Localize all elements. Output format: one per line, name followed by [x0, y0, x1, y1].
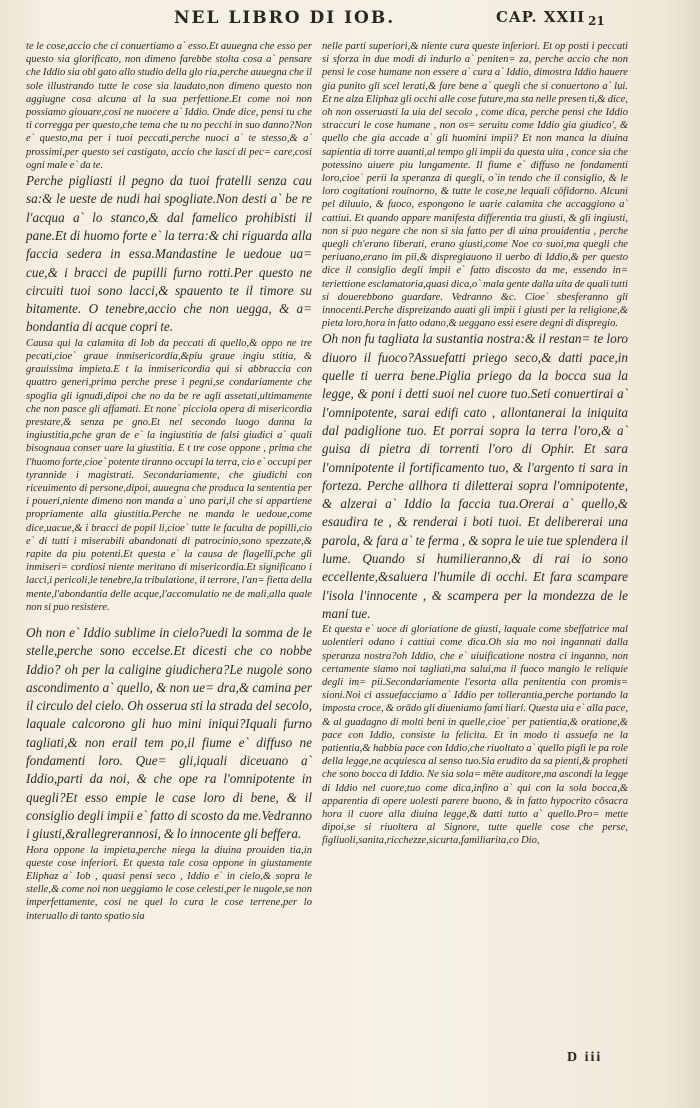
commentary-paragraph: Et questa e` uoce di gloriatione de giusti, laquale come sbeffatrice mal uolentieri odano i cattiui come dica.Oh sia mo noi ingannati dalla speranza nostra?oh Iddio, che e` uiuificatione nostra ci inganno, non certamente siamo noi tagliati,ma salui,ma il fuoco mangio le reliquie degli im= pii.Secondariamente l'esorta alla penitentia con promis= sioni.Noi ci assuefacciamo a` Iddio per tollerantia,perche portando la imposta croce, & orādo gli diueniamo fami liari. Questa uia e` alla pace, & al guadagno di molti beni in quelle,cioe` per patientia,& oratione,& pace con Iddio, consiste la felicita. Et in modo ti assuefa ne la patientia,& habbia pace con Iddio,che riuoltato a` quello pigli le pa role della legge,ne acquiesca al senso tuo.Sia erudito da sa pienti,& propheti che sono bocca di Iddio. Ne sia sola= mēte auditore,ma ascondi la legge di Iddio nel cuore,tuo come dica,infino a` qui con la sola bocca,& apparentia di opere uolesti parere buono, & in fatto hypocrito cōsacra hora il cuore alla diuina legge,& datti tutto a` quello.Pro= mette dipoi,se si riuoltera al Signore, tutte quelle cose che perse, figliuoli,sanita,ricchezze,sicurta,familiarita,co Dio, [322, 624, 628, 847]
scripture-paragraph: Oh non e` Iddio sublime in cielo?uedi la somma de le stelle,perche sono eccelse.Et dicesti che co nobbe Iddio? oh per la caligine giudichera?Le nugole sono ascondimento a` quello, & non ue= dra,& camina per il circulo del cielo. Oh osserua sti la strada del secolo, laquale calcorono gli huo mini iniqui?Iquali furno tagliati,& non erail tem po,il fiume e` diffuso ne fondamenti loro. Que= gli,iquali diceuano a` Iddio,parti da noi, & che ope ra l'omnipotente in quegli?Et esso empie le case loro di bene, & il consiglio degli impii e` fatto di scosto da me.Vedranno i giusti,&rallegrerannosi, & lo innocente gli beffera. [26, 624, 312, 842]
signature-mark: D iii [567, 1050, 603, 1065]
folio-number: 21 [588, 14, 605, 28]
right-column [322, 40, 628, 848]
commentary-paragraph: Causa qui la calamita di Iob da peccati di quello,& oppo ne tre pecati,cioe` graue inmisericordia,&piu graue ingiu stitia, & grauissima impieta.E t la inmisericordia qui si abbraccia con quattro generi,prima perche prese i pegni,se condariamente che spoglia gli ignudi,dipoi che no da be re agli assetati,ultimamente che non pasce gli affamati. Et none` picciola opera di misericordia prestare,& senza pe gno.Et nel secondo luogo danna la ingiustitia,pche gran de e` la ingiustitia de falsi giudici a` quali bisognaua conser uare la giustitia. E t tre cose oppone , prima che l'huomo forte,cioe` potente tiranno occupi la terra, cio e` occupi per tyrannide i magistrati. Secondariamente, che giudichi con riceuimento di persone,dipoi, auuegna che produca la sententia per i poueri,niente dimeno non manda a` uno pari,il che si appartiene propriamente alla giustitia.Perche ne manda le uedoue,come dice,uacue,& i bracci de popil li,cioe` tutte le faculta de popilli,cio e` di tutti i miserabili abandonati di patrocinio,sono spezzate,& rapite da piu potenti.Et questa e` la causa de flagelli,pche gli inmiseri= cordiosi niente meritano di misericordia.Et significano i lacci,i pericoli,le tenebre,la tribulatione, il terrore, l'an= fietta della mente,l'abondantia delle acque,l'accomulatio ne de mali,alla quale non si puo resistere. [26, 337, 312, 613]
left-column [26, 40, 312, 923]
scripture-paragraph: Perche pigliasti il pegno da tuoi fratelli senza cau sa:& le ueste de nudi hai spogliate.Non desti a` be re l'acqua a` lo stanco,& dal famelico prohibisti il pane.Et di huomo forte e` la terra:& chi riguarda alla faccia sedera in essa.Mandastine le uedoue ua= cue,& i bracci de pupilli furno rotti.Per questo ne circuiti tuoi sono lacci,& spauento te il timore su bitamente. O tenebre,accio che non uegga, & a= bondantia di acque copri te. [26, 173, 312, 335]
scripture-paragraph: Oh non fu tagliata la sustantia nostra:& il restan= te loro diuoro il fuoco?Assuefatti priego seco,& datti pace,in quelle ti uerra bene.Piglia priego da la bocca sua la legge, & poni i detti suoi nel cuore tuo.Seti conuertirai a` l'omnipotente, sarai edifi cato , allontanerai la iniquita dal padiglione tuo. Et porrai sopra la terra l'oro,& a` guisa di pietra di torrenti l'oro di Ophir. Et sara l'omnipotente il fortificamento tuo, & l'argento ti sara in forteza. Perche allhora ti diletterai sopra l'omnipotente, & alzerai a` Iddio la faccia tua.Orerai a` quello,& esaudira te , & renderai i boti tuoi. Et delibererai una parola, & fara a` te ferma , & sopra le uie tue splendera il lume. Quando si humilieranno,& di rai io sono eccellente,&saluera l'humile di occhi. Et fara scampare l'isola l'innocente , & scampera per la mondezza de le mani tue. [322, 331, 628, 621]
commentary-paragraph: Hora oppone la impieta,perche niega la diuina prouiden tia,in queste cose inferiori. Et questa tale cosa oppone in giustamente Eliphaz a` Iob , quasi pensi seco , Iddio e` in cielo,& sopra le stelle,& come noi non ueggiamo le cose celesti,per le nugole,se non imperfettamente, cosi ne quel lo cura le cose terrene,per lo interuallo di tanto spatio sia [26, 844, 312, 922]
chapter-label: CAP. XXII [496, 8, 586, 26]
page-edge-shadow [660, 0, 700, 1108]
commentary-paragraph: te le cose,accio che ci conuertiamo a` esso.Et auuegna che esso per questo sia glorificato, non dimeno farebbe stolta cosa a` pensare che Iddio sia obl gato allo studio della glo ria,perche auuegna che il sole illustrando tutte le cose sia laudato,non dimeno questo non aggiugne cosa alcuna al la sua perfettione.Et come noi non possiamo giouare,cosi ne nuocere a` Iddio. Onde dice, pensi tu che ti corregga per questo,che tema che tu no pecchi in suo danno?Non e` questo,ma per i tuoi peccati,perche nuoci a` te stesso,& a` prossimi,per questo sei castigato, accio che lasci di pec= care,cosi ogni male e` da te. [26, 41, 312, 171]
commentary-paragraph: nelle parti superiori,& niente cura queste inferiori. Et op posti i peccati si sforza in due modi di indurlo a` peniten= za, perche accio che non pensi le cose humane non essere a` cura a` Iddio, dimostra Iddio hauere gia punito gli scel lerati,& fare bene a` quegli che si conuertono a` lui. Et ne alza Eliphaz gli occhi alle cose future,ma sta nelle presen ti,& dice, oh non osseruasti la uia del secolo , come dica, perche pensi che Iddio straccuri le cose humane , non os= seruitu come Iddio gia giudico', & quello che gia accade a` gli huomini impii? Et non manca la diuina sapientia di torre auanti,al tempo gli impii da questa uita , conce sia che potessino uiuere piu lungamente. Il fiume e` diffuso ne fondamenti loro,cioe` perii la speranza di quegli, o`in tendo che il consiglio, & le loro cogitationi rouinorno, & tutte le cose,ne lequali cōfidorno. Alcuni pel diluuio, & fuoco, espongono le uarie calamita che accaggiono a` cattiui. Et quando appare manifesta differentia tra giusti, & gli ingiusti, non si puo negare che non si sia fatto per di uina prouidentia , perche quegli ch'erano liberati, erano giusti,come Noe co suoi,ma quegli che periuano,erano im pii,& dispregiauono il uerbo di Iddio,& per questo dice il consiglio degli impii e` fatto discosto da me, essendo in= teriettione esclamatoria,quasi dica,o` mala gente dalla uita de quali tutti si douerebbono guardare. Vedranno &c. Cioe` sbesferanno gli innocenti.Perche dispreizando auati gli impii i giusti per la religione,& pieta loro,hora in fatto odano,& ueggano essi esere degni di dispregio. [322, 41, 628, 330]
running-title: NEL LIBRO DI IOB. [174, 8, 396, 28]
page-header [0, 8, 700, 36]
paragraph-gap [26, 614, 312, 624]
